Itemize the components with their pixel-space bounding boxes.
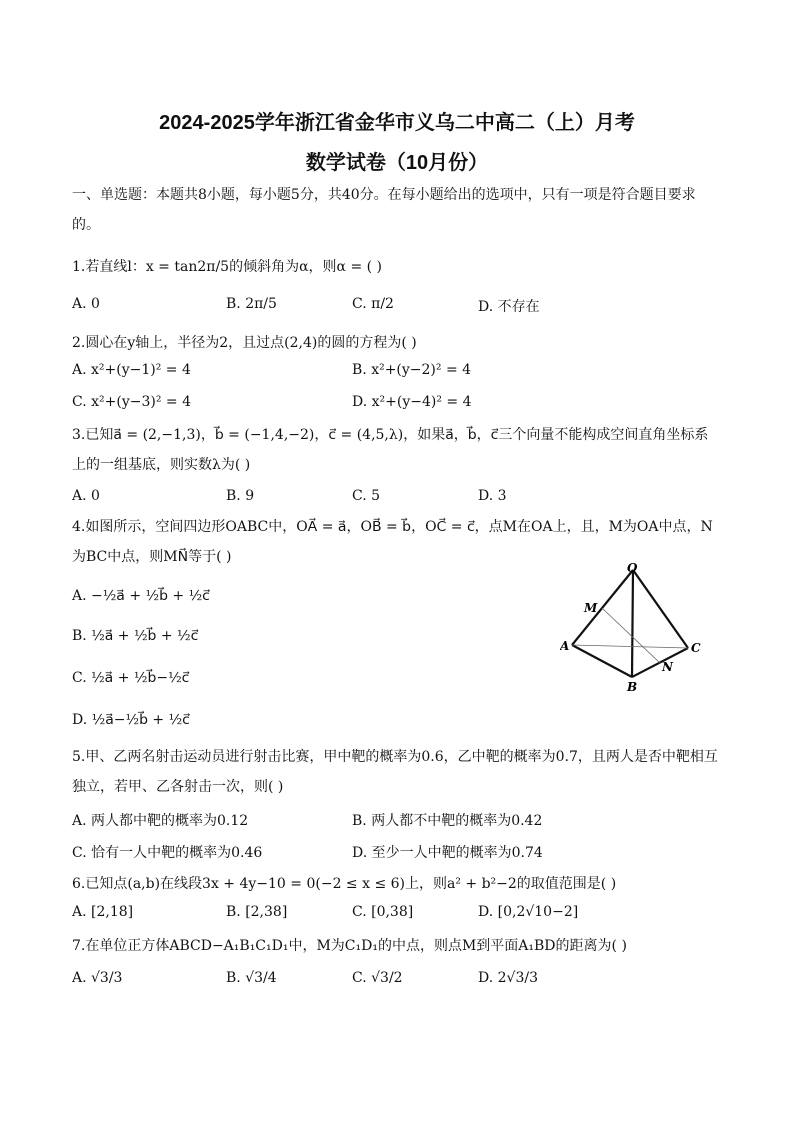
label-M: M <box>584 601 598 615</box>
edge-AC <box>572 645 688 648</box>
q4-option-d: D. ½a⃗−½b⃗ + ½c⃗ <box>72 712 190 728</box>
edge-OC <box>633 570 688 648</box>
q2-option-a: A. x²+(y−1)² = 4 <box>72 362 191 378</box>
q2-option-c: C. x²+(y−3)² = 4 <box>72 394 191 410</box>
segment-MN <box>602 608 660 663</box>
q1-stem: 1.若直线l：x = tan2π/5的倾斜角为α，则α = ( ) <box>72 259 382 275</box>
q4-stem: 4.如图所示，空间四边形OABC中，OA⃗ = a⃗，OB⃗ = b⃗，OC⃗ = c⃗，点M在OA上，且，M为OA中点，N为BC中点，则MN⃗等于( ) <box>72 519 713 565</box>
q5-stem: 5.甲、乙两名射击运动员进行射击比赛，甲中靶的概率为0.6，乙中靶的概率为0.7，且两人是否中靶相互独立，若甲、乙各射击一次，则( ) <box>72 749 718 795</box>
q5-option-c: C. 恰有一人中靶的概率为0.46 <box>72 845 263 861</box>
q7-stem: 7.在单位正方体ABCD−A₁B₁C₁D₁中，M为C₁D₁的中点，则点M到平面A₁BD的距离为( ) <box>72 938 627 954</box>
exam-title-line1: 2024-2025学年浙江省金华市义乌二中高二（上）月考 <box>159 112 635 134</box>
q4-option-c: C. ½a⃗ + ½b⃗−½c⃗ <box>72 670 190 686</box>
q3-option-d: D. 3 <box>478 488 507 504</box>
q2-option-d: D. x²+(y−4)² = 4 <box>352 394 472 410</box>
q7-option-d: D. 2√3/3 <box>478 970 538 986</box>
q6-option-b: B. [2,38] <box>226 904 288 920</box>
q3-option-a: A. 0 <box>72 488 100 504</box>
q1-option-c: C. π/2 <box>352 296 394 312</box>
q1-option-d: D. 不存在 <box>478 299 540 315</box>
q3-option-c: C. 5 <box>352 488 381 504</box>
q1-option-a: A. 0 <box>72 296 100 312</box>
label-B: B <box>627 680 638 694</box>
label-A: A <box>560 639 570 653</box>
tetrahedron-figure <box>560 560 710 700</box>
label-C: C <box>691 641 701 655</box>
q3-stem: 3.已知a⃗ = (2,−1,3)，b⃗ = (−1,4,−2)，c⃗ = (4,5,λ)，如果a⃗，b⃗，c⃗三个向量不能构成空间直角坐标系上的一组基底，则实数λ为( ) <box>72 427 709 473</box>
q4-option-a: A. −½a⃗ + ½b⃗ + ½c⃗ <box>72 588 210 604</box>
q6-option-a: A. [2,18] <box>72 904 134 920</box>
edge-AB <box>572 645 632 677</box>
q2-stem: 2.圆心在y轴上，半径为2，且过点(2,4)的圆的方程为( ) <box>72 335 417 351</box>
q5-option-b: B. 两人都不中靶的概率为0.42 <box>352 813 543 829</box>
q7-option-b: B. √3/4 <box>226 970 277 986</box>
q6-stem: 6.已知点(a,b)在线段3x + 4y−10 = 0(−2 ≤ x ≤ 6)上，则a² + b²−2的取值范围是( ) <box>72 876 617 892</box>
q1-option-b: B. 2π/5 <box>226 296 277 312</box>
label-N: N <box>662 660 673 674</box>
q3-option-b: B. 9 <box>226 488 255 504</box>
q6-option-d: D. [0,2√10−2] <box>478 904 579 920</box>
q5-option-a: A. 两人都中靶的概率为0.12 <box>72 813 249 829</box>
q2-option-b: B. x²+(y−2)² = 4 <box>352 362 472 378</box>
section-heading: 一、单选题：本题共8小题，每小题5分，共40分。在每小题给出的选项中，只有一项是符合题目要求的。 <box>72 187 696 233</box>
edge-OB <box>632 570 633 677</box>
q5-option-d: D. 至少一人中靶的概率为0.74 <box>352 845 543 861</box>
q7-option-a: A. √3/3 <box>72 970 123 986</box>
q7-option-c: C. √3/2 <box>352 970 403 986</box>
exam-title-line2: 数学试卷（10月份） <box>305 152 489 174</box>
edge-OA <box>572 570 633 645</box>
q6-option-c: C. [0,38] <box>352 904 414 920</box>
q4-option-b: B. ½a⃗ + ½b⃗ + ½c⃗ <box>72 628 199 644</box>
label-O: O <box>627 561 638 575</box>
